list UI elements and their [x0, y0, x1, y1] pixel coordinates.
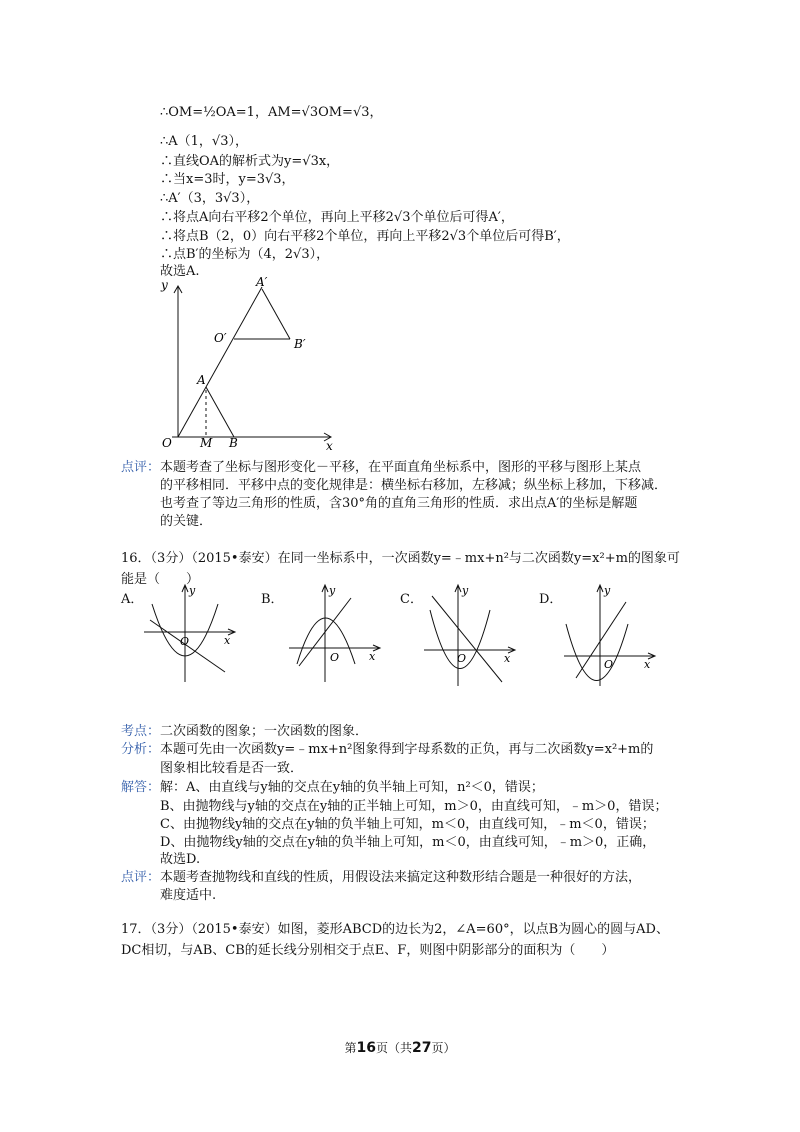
q16-d-origin-label: O: [604, 658, 614, 671]
solution-line-3: ∴直线OA的解析式为y=√3x，: [160, 154, 340, 169]
fenxi-line-2: 图象相比较看是否一致．: [160, 761, 304, 776]
solution-line-6: ∴将点A向右平移2个单位，再向上平移2√3个单位后可得A′，: [160, 210, 514, 225]
fig-label-o-prime: O′: [214, 331, 227, 345]
jieda-line-3: C、由抛物线y轴的交点在y轴的负半轴上可知，m＜0，由直线可知，﹣m＜0，错误；: [160, 817, 655, 832]
jieda-line-2: B、由抛物线与y轴的交点在y轴的正半轴上可知，m＞0，由直线可知，﹣m＞0，错误；: [160, 799, 668, 814]
jieda-tag: 解答：: [121, 780, 161, 795]
q16-c-origin-label: O: [457, 652, 467, 665]
q16-option-b-graph: [285, 582, 385, 692]
jieda-line-4: D、由抛物线y轴的交点在y轴的负半轴上可知，m＜0，由直线可知，﹣m＞0，正确，: [160, 835, 656, 850]
q17-stem-line-1: 17．（3分）（2015•泰安）如图，菱形ABCD的边长为2，∠A=60°，以点B为圆心的圆与AD、: [121, 922, 669, 937]
q16-d-x-label: x: [644, 658, 651, 671]
footer-total-pages: 27: [412, 1040, 432, 1056]
solution-line-9: 故选A.: [160, 264, 200, 279]
solution-line-2: ∴A（1，√3），: [160, 134, 248, 149]
review-line-3: 也考查了等边三角形的性质，含30°角的直角三角形的性质．求出点A′的坐标是解题: [160, 496, 638, 511]
jieda-line-1: 解：A、由直线与y轴的交点在y轴的负半轴上可知，n²＜0，错误；: [160, 780, 544, 795]
q16-a-origin-label: O: [180, 635, 190, 648]
page-footer: [0, 1039, 800, 1056]
q16-a-y-label: y: [189, 584, 196, 597]
q16-a-x-label: x: [224, 634, 231, 647]
solution-line-5: ∴A′（3，3√3），: [160, 191, 260, 206]
solution-line-7: ∴将点B（2，0）向右平移2个单位，再向上平移2√3个单位后可得B′，: [160, 229, 570, 244]
fig-label-b: B: [229, 436, 238, 450]
q16-option-c-label: C．: [400, 592, 423, 607]
fenxi-tag: 分析：: [121, 742, 161, 757]
dianping-line-2: 难度适中.: [160, 888, 217, 903]
q16-d-y-label: y: [604, 584, 611, 597]
solution-line-4: ∴当x=3时，y=3√3，: [160, 172, 295, 187]
q16-c-x-label: x: [504, 652, 511, 665]
kaodian-tag: 考点：: [121, 724, 161, 739]
fig-label-x: x: [326, 439, 333, 453]
review-tag: 点评：: [121, 460, 161, 475]
fig-label-b-prime: B′: [294, 337, 306, 351]
fig-label-a-prime: A′: [256, 275, 268, 289]
q16-option-d-graph: [560, 582, 660, 692]
review-line-1: 本题考查了坐标与图形变化－平移，在平面直角坐标系中，图形的平移与图形上某点: [160, 460, 642, 475]
q16-stem-line-2: 能是（ ）: [121, 572, 200, 587]
solution-line-1: ∴OM=½OA=1，AM=√3OM=√3，: [160, 105, 383, 120]
review-line-2: 的平移相同．平移中点的变化规律是：横坐标右移加，左移减；纵坐标上移加，下移减．: [160, 478, 668, 493]
q16-stem-line-1: 16．（3分）（2015•泰安）在同一坐标系中，一次函数y=﹣mx+n²与二次函数y=x²+m的图象可: [121, 551, 680, 566]
translation-figure: [160, 275, 350, 453]
q16-b-x-label: x: [369, 650, 376, 663]
q16-option-d-label: D．: [539, 592, 563, 607]
fig-label-a: A: [197, 373, 206, 387]
dianping-line-1: 本题考查抛物线和直线的性质，用假设法来搞定这种数形结合题是一种很好的方法，: [160, 870, 642, 885]
q16-option-c-graph: [420, 582, 520, 692]
review-line-4: 的关键．: [160, 514, 213, 529]
fig-label-y: y: [161, 278, 168, 292]
q17-stem-line-2: DC相切，与AB、CB的延长线分别相交于点E、F，则图中阴影部分的面积为（ ）: [121, 943, 615, 958]
footer-prefix: 第: [344, 1041, 357, 1055]
solution-line-8: ∴点B′的坐标为（4，2√3），: [160, 247, 330, 262]
fenxi-line-1: 本题可先由一次函数y=﹣mx+n²图象得到字母系数的正负，再与二次函数y=x²+m的: [160, 742, 654, 757]
dianping-tag: 点评：: [121, 870, 161, 885]
q16-b-y-label: y: [329, 584, 336, 597]
footer-page-number: 16: [356, 1040, 376, 1056]
footer-mid: 页（共: [375, 1041, 412, 1055]
footer-suffix: 页）: [431, 1041, 456, 1055]
q16-option-a-label: A．: [121, 592, 144, 607]
q16-option-b-label: B．: [261, 592, 284, 607]
fig-label-o: O: [162, 436, 172, 450]
q16-c-y-label: y: [462, 584, 469, 597]
q16-option-a-graph: [140, 582, 240, 692]
fig-label-m: M: [200, 436, 213, 450]
q16-b-origin-label: O: [330, 651, 340, 664]
kaodian-text: 二次函数的图象；一次函数的图象．: [160, 724, 369, 739]
jieda-line-5: 故选D.: [160, 852, 201, 867]
